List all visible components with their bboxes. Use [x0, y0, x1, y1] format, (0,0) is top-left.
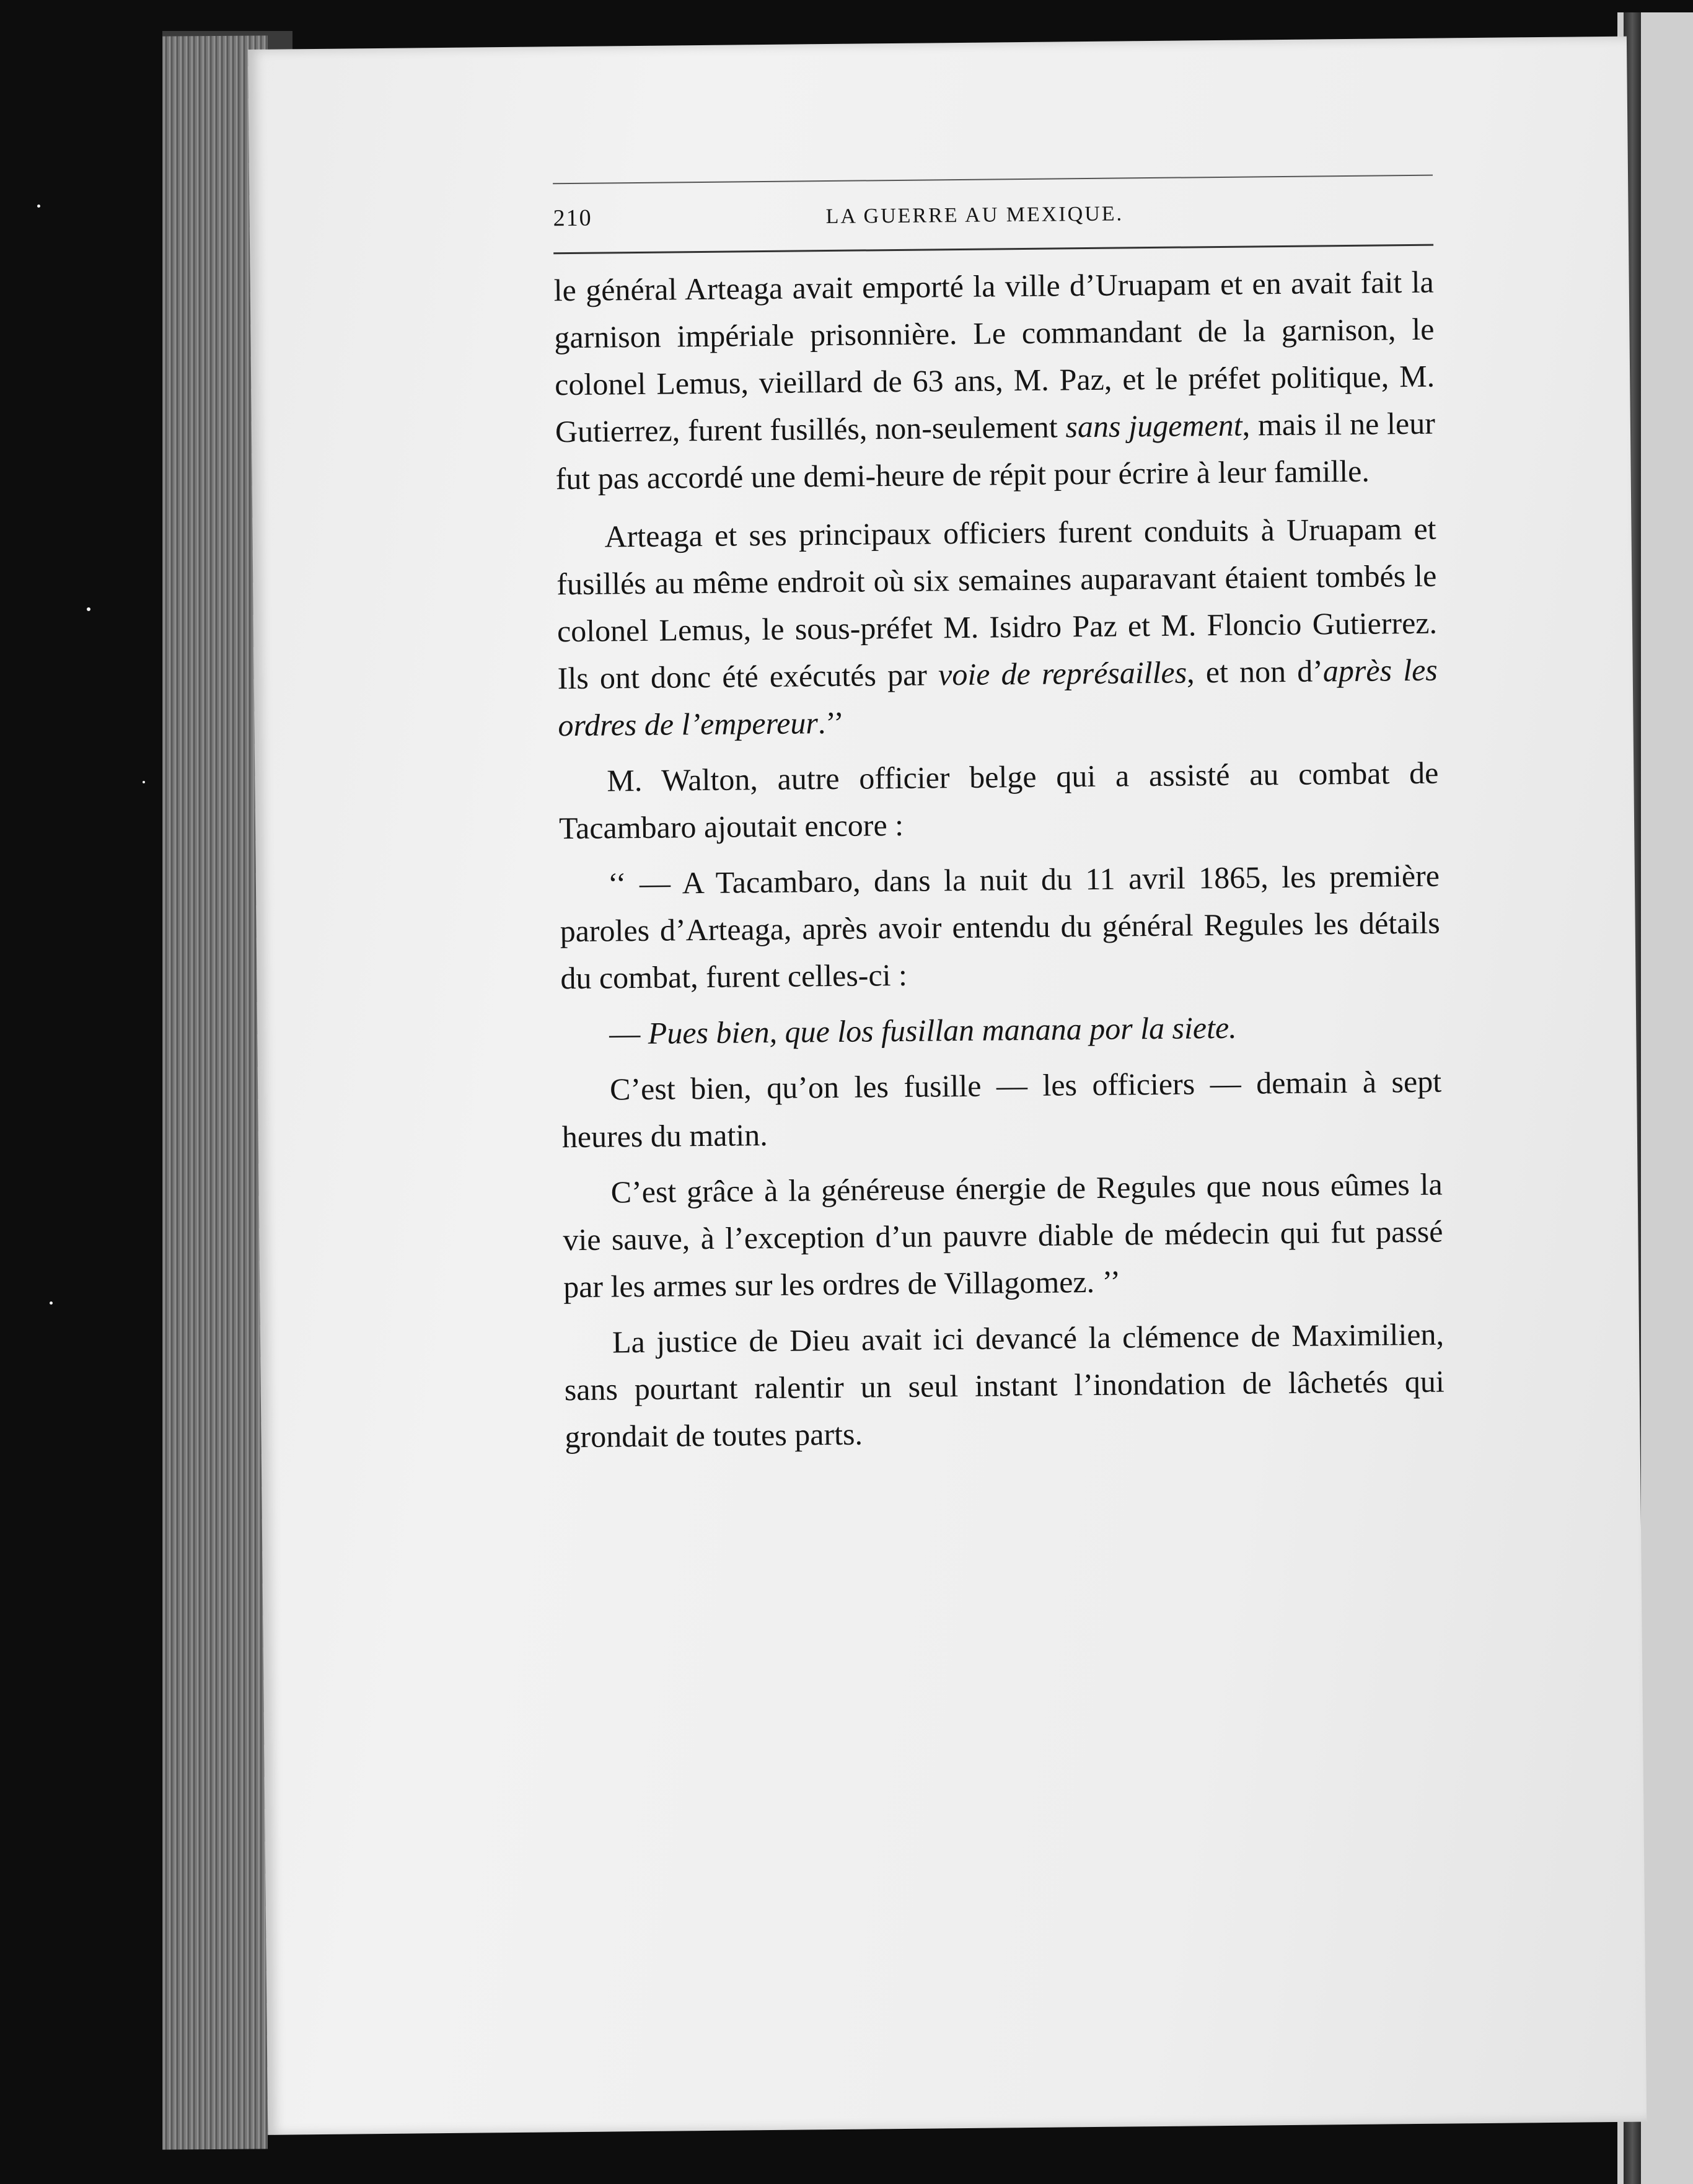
paragraph-2-text: Arteaga et ses principaux officiers furent conduits à Uruapam et fusillés au même endroit où six semaines auparavant étaient tombés le colonel Lemus, le sous-préfet M. Isidro Paz et M. Floncio Gutierrez. Ils ont donc été exécutés par: [556, 511, 1438, 696]
page-number: 210: [553, 205, 592, 232]
paragraph-1: [553, 258, 1436, 503]
scan-speck: [50, 1301, 53, 1305]
paragraph-8: La justice de Dieu avait ici devancé la clémence de Maximilien, sans pourtant ralentir un seul instant l’inondation de lâchetés qui grondait de toutes parts.: [564, 1316, 1445, 1455]
paragraph-3: M. Walton, autre officier belge qui a assisté au combat de Tacambaro ajoutait encore :: [558, 755, 1439, 846]
paragraph-1-emphasis: sans jugement: [1065, 407, 1242, 444]
paragraph-2-mid: , et non d’: [1186, 653, 1324, 690]
paragraph-7: C’est grâce à la généreuse énergie de Regules que nous eûmes la vie sauve, à l’exception d’un pauvre diable de médecin qui fut passé par les armes sur les ordres de Villagomez. ’’: [563, 1166, 1443, 1305]
paragraph-1-text: le général Arteaga avait emporté la ville d’Uruapam et en avait fait la garnison impériale prisonnière. Le commandant de la garnison, le colonel Lemus, vieillard de 63 ans, M. Paz, et le préfet politique, M. Gutierrez, furent fusillés, non-seulement: [553, 264, 1435, 449]
paragraph-2-emphasis-1: voie de représailles: [938, 654, 1187, 692]
body-text: [553, 258, 1445, 1461]
paragraph-6: C’est bien, qu’on les fusille — les officiers — demain à sept heures du matin.: [561, 1063, 1442, 1155]
scan-speck: [143, 781, 145, 783]
running-head: [553, 176, 1433, 253]
paragraph-5: [561, 1002, 1441, 1058]
paragraph-5-dash: —: [609, 1015, 649, 1051]
paragraph-2-end: .’’: [817, 705, 845, 741]
scan-speck: [37, 205, 40, 208]
book-page: [248, 37, 1647, 2135]
scan-speck: [87, 607, 90, 611]
page-text-block: [553, 175, 1445, 1469]
paragraph-5-emphasis: Pues bien, que los fusillan manana por la siete.: [648, 1010, 1237, 1050]
paragraph-2-emphasis-2: après les ordres de l’empereur: [558, 652, 1438, 743]
paragraph-1-end: , mais il ne leur fut pas accordé une demi-heure de répit pour écrire à leur famille.: [555, 405, 1436, 496]
paragraph-2: [556, 505, 1438, 749]
running-title: LA GUERRE AU MEXIQUE.: [825, 202, 1124, 229]
paragraph-4: ‘‘ — A Tacambaro, dans la nuit du 11 avril 1865, les première paroles d’Arteaga, après avoir entendu du général Regules les détails du combat, furent celles-ci :: [560, 858, 1440, 996]
